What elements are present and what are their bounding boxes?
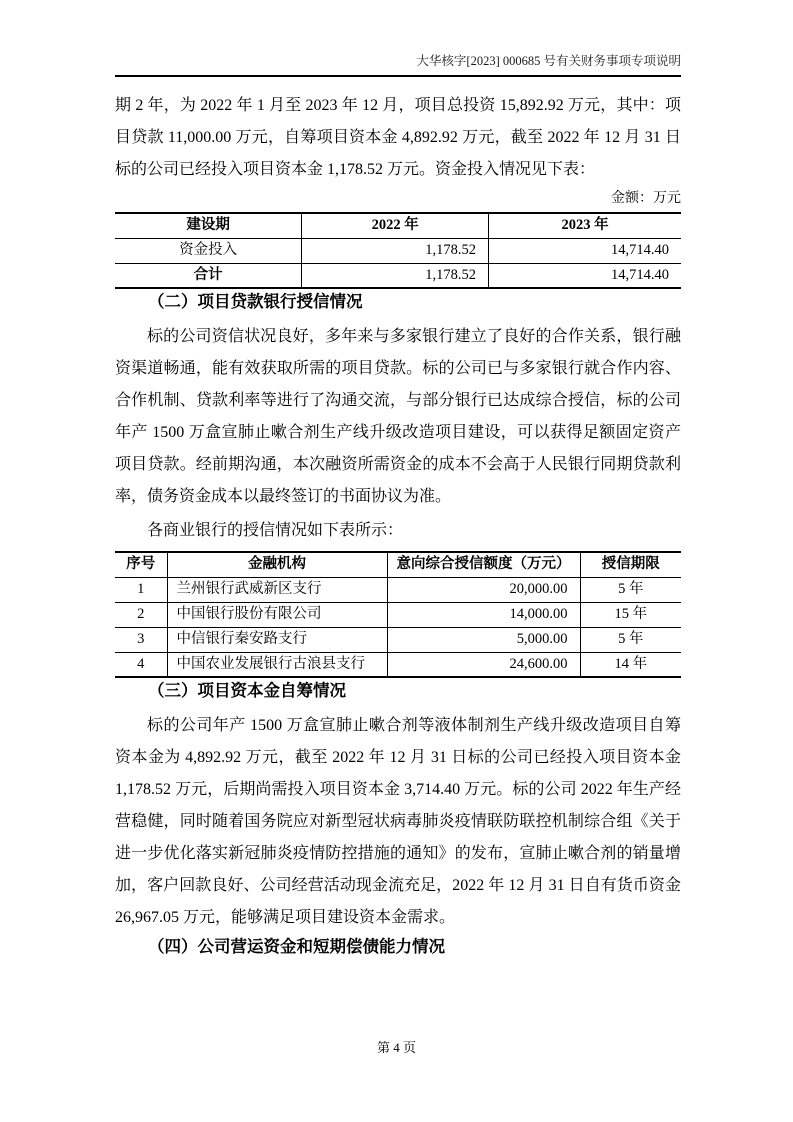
table-cell: 20,000.00 [387, 577, 580, 602]
fund-investment-table [115, 212, 681, 289]
table-header-cell: 2023 年 [489, 213, 681, 238]
table-cell: 1,178.52 [302, 263, 489, 288]
table-row [115, 263, 681, 288]
table-cell: 1 [115, 577, 167, 602]
page-number: 第 4 页 [376, 1040, 416, 1055]
page-footer [0, 1038, 793, 1058]
paragraph-bank-credit: 标的公司资信状况良好，多年来与多家银行建立了良好的合作关系，银行融资渠道畅通，能有效获取所需的项目贷款。标的公司已与多家银行就合作内容、合作机制、贷款利率等进行了沟通交流，与部分银行已达成综合授信，标的公司年产 1500 万盒宣肺止嗽合剂生产线升级改造项目建设，可以获得足额固定资产项目贷款。经前期沟通，本次融资所需资金的成本不会高于人民银行同期贷款利率，债务资金成本以最终签订的书面协议为准。 [115, 328, 681, 505]
table-header-cell: 序号 [115, 552, 167, 577]
table-header-row [115, 213, 681, 238]
bank-credit-table [115, 551, 681, 678]
table-cell: 5,000.00 [387, 627, 580, 652]
table-cell: 2 [115, 602, 167, 627]
table-row [115, 627, 681, 652]
table-header-row [115, 552, 681, 577]
paragraph-investment-summary: 期 2 年，为 2022 年 1 月至 2023 年 12 月，项目总投资 15,892.92 万元，其中：项目贷款 11,000.00 万元，自筹项目资本金 4,892.92 万元，截至 2022 年 12 月 31 日标的公司已经投入项目资本金 1,178.52 万元。资金投入情况见下表： [115, 97, 681, 178]
table-header-cell: 金融机构 [167, 552, 387, 577]
section-heading-bank-credit: （二）项目贷款银行授信情况 [148, 292, 363, 311]
table-cell: 兰州银行武威新区支行 [167, 577, 387, 602]
table-row [115, 602, 681, 627]
table-cell: 1,178.52 [302, 238, 489, 263]
table-row [115, 238, 681, 263]
credit-table-body [115, 577, 681, 677]
table-cell: 5 年 [580, 627, 681, 652]
table-row [115, 577, 681, 602]
table-cell: 14,714.40 [489, 263, 681, 288]
paragraph-self-funding: 标的公司年产 1500 万盒宣肺止嗽合剂等液体制剂生产线升级改造项目自筹资本金为 4,892.92 万元，截至 2022 年 12 月 31 日标的公司已经投入项目资本金 1,178.52 万元，后期尚需投入项目资本金 3,714.40 万元。标的公司 2022 年生产经营稳健，同时随着国务院应对新型冠状病毒肺炎疫情联防联控机制综合组《关于进一步优化落实新冠肺炎疫情防控措施的通知》的发布，宣肺止嗽合剂的销量增加，客户回款良好、公司经营活动现金流充足，2022 年 12 月 31 日自有货币资金 26,967.05 万元，能够满足项目建设资本金需求。 [115, 717, 681, 926]
document-header [115, 0, 681, 77]
table-cell: 5 年 [580, 577, 681, 602]
table-cell: 中国农业发展银行古浪县支行 [167, 652, 387, 677]
table-header-cell: 2022 年 [302, 213, 489, 238]
table-header-cell: 意向综合授信额度（万元） [387, 552, 580, 577]
table-cell: 24,600.00 [387, 652, 580, 677]
table-cell: 中国银行股份有限公司 [167, 602, 387, 627]
table-cell: 14,000.00 [387, 602, 580, 627]
page-content [115, 0, 681, 960]
fund-table-head [115, 213, 681, 238]
table-row [115, 652, 681, 677]
table-cell: 14 年 [580, 652, 681, 677]
table-unit-note: 金额：万元 [611, 191, 681, 206]
table-cell: 3 [115, 627, 167, 652]
paragraph-credit-table-intro: 各商业银行的授信情况如下表所示： [147, 522, 404, 539]
table-cell: 中信银行秦安路支行 [167, 627, 387, 652]
table-cell: 资金投入 [115, 238, 302, 263]
table-cell: 4 [115, 652, 167, 677]
document-header-title: 大华核字[2023] 000685 号有关财务事项专项说明 [416, 54, 681, 68]
fund-table-body [115, 238, 681, 288]
table-cell: 合计 [115, 263, 302, 288]
section-heading-working-capital: （四）公司营运资金和短期偿债能力情况 [148, 937, 445, 956]
table-cell: 14,714.40 [489, 238, 681, 263]
table-header-cell: 授信期限 [580, 552, 681, 577]
table-header-cell: 建设期 [115, 213, 302, 238]
section-heading-self-funding: （三）项目资本金自筹情况 [148, 681, 346, 700]
table-cell: 15 年 [580, 602, 681, 627]
credit-table-head [115, 552, 681, 577]
